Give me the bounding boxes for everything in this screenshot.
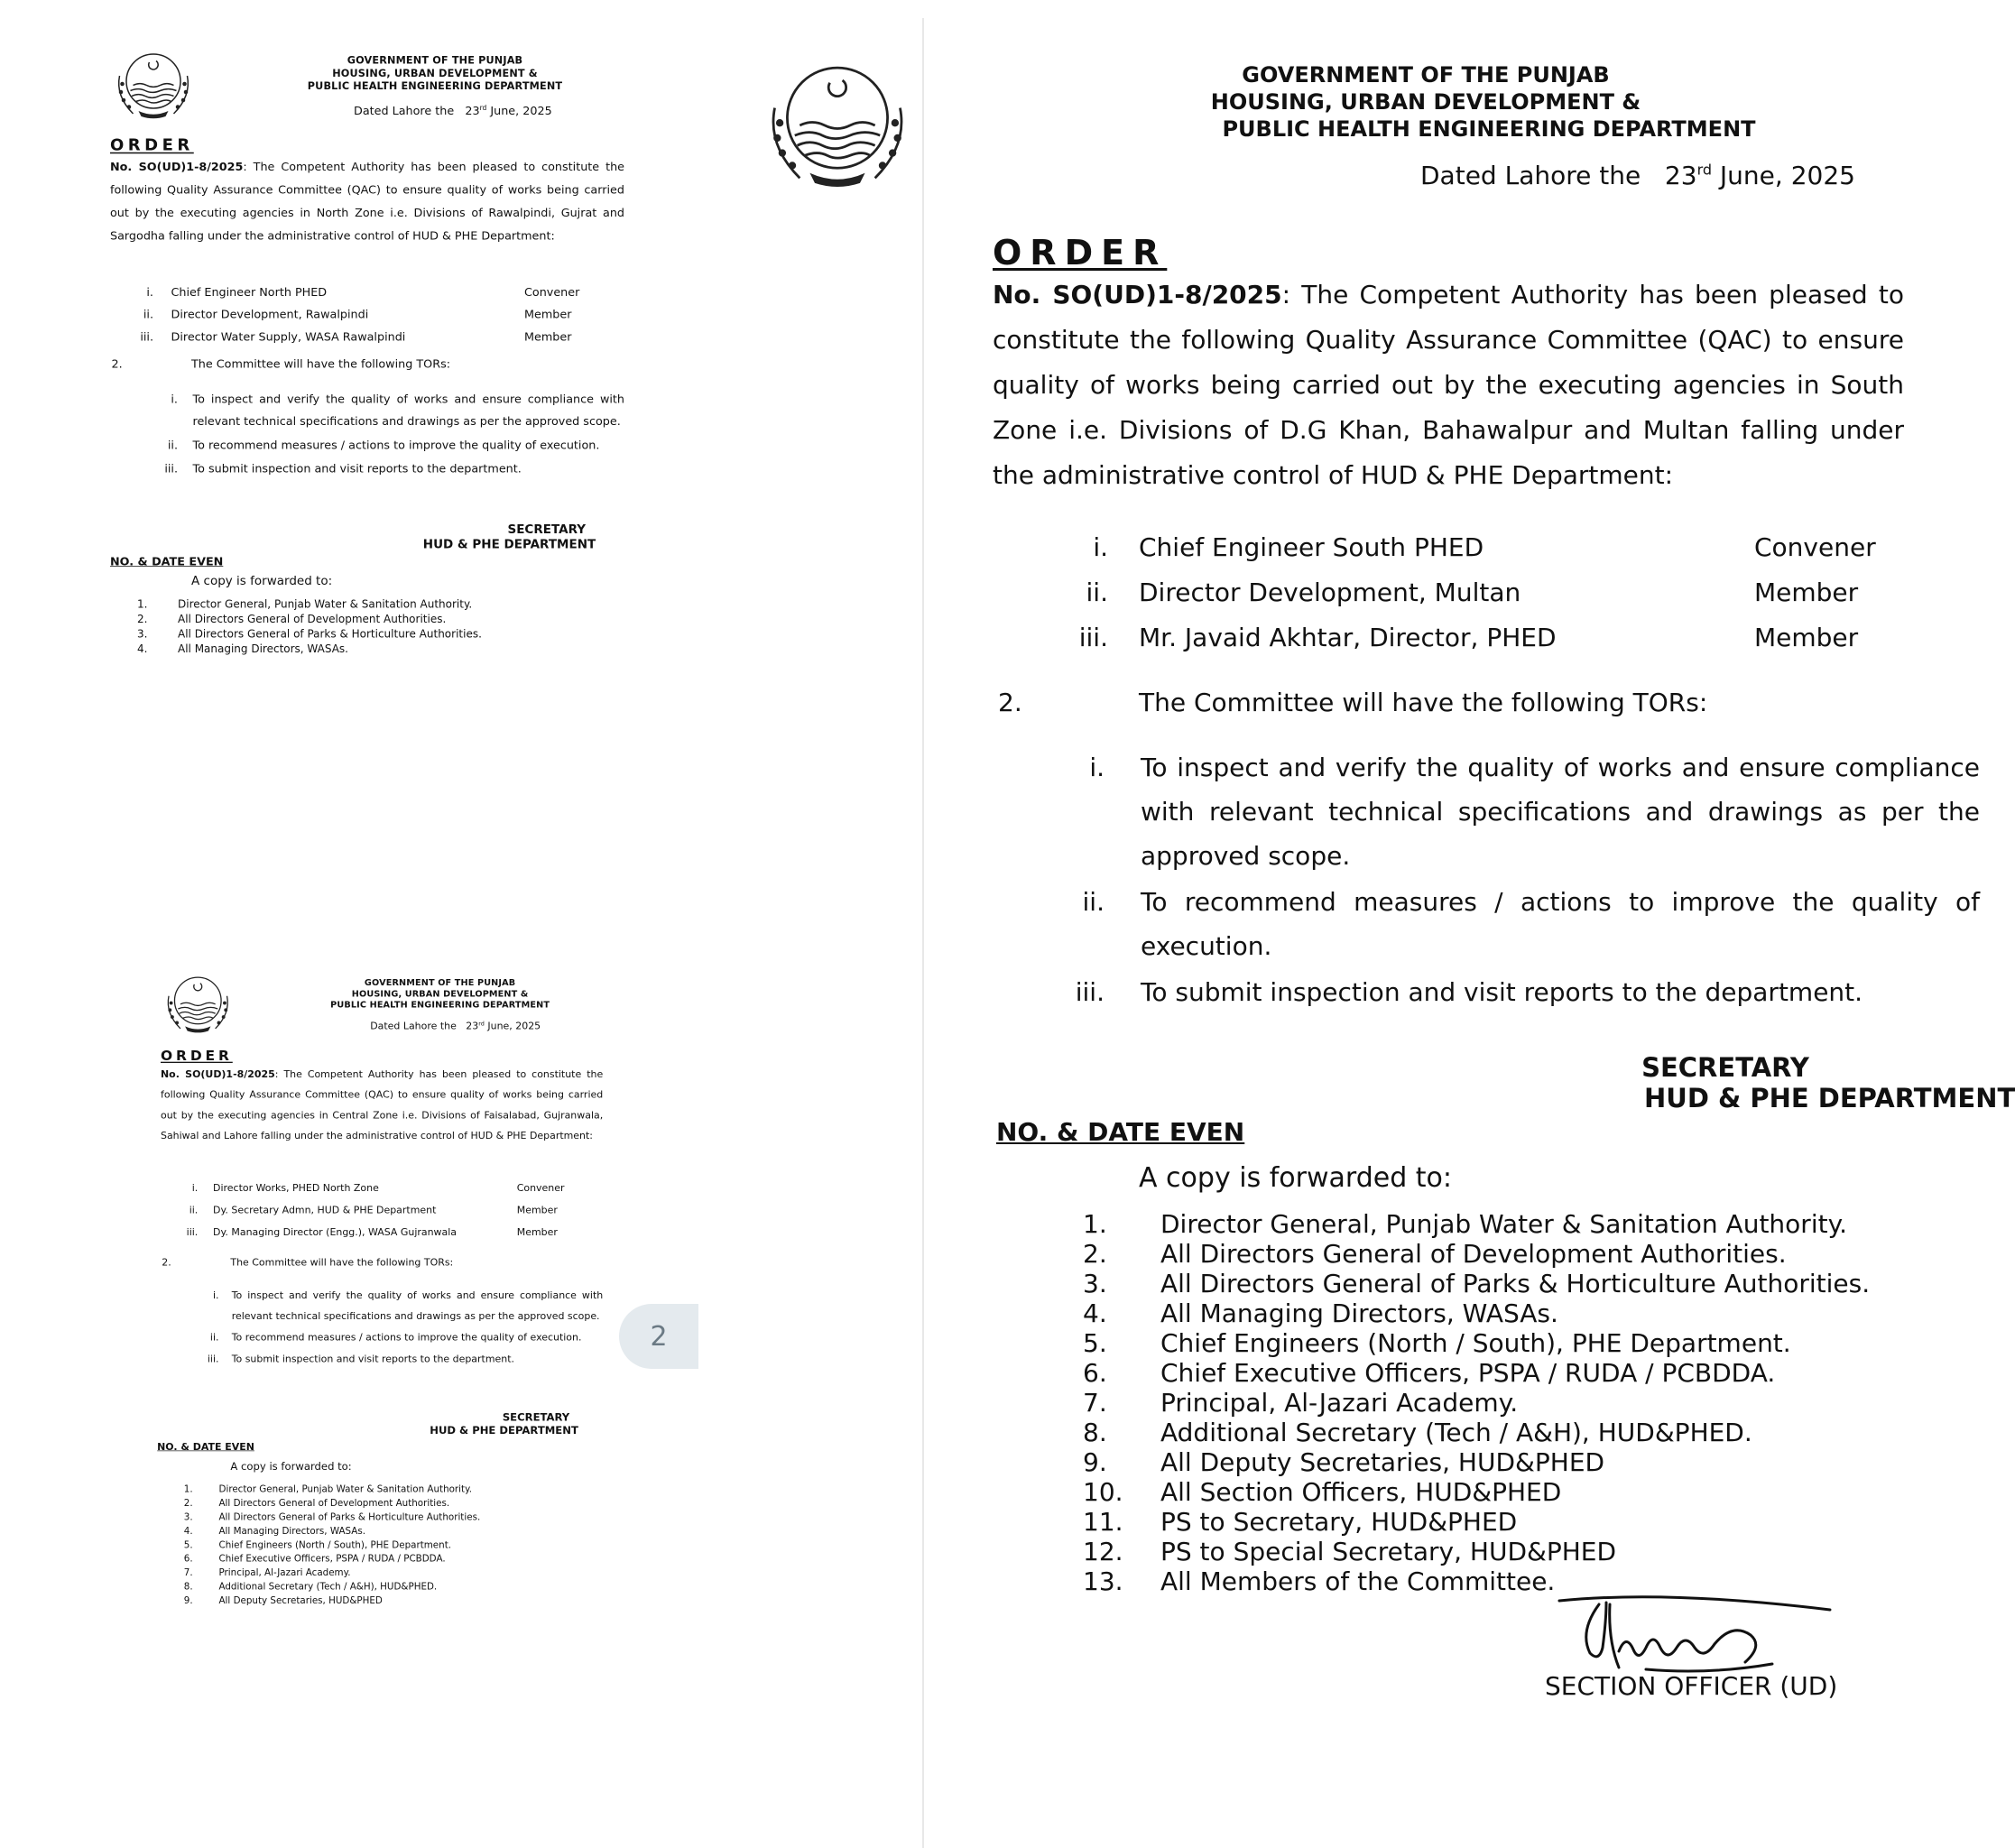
terms-of-reference xyxy=(151,389,624,483)
secretary-block: SECRETARY HUD & PHE DEPARTMENT xyxy=(1641,1052,2015,1113)
copy-list-item: 3. All Directors General of Parks & Horticulture Authorities. xyxy=(137,627,482,641)
copy-list-item: 12. PS to Special Secretary, HUD&PHED xyxy=(1083,1537,1617,1566)
tor-item: iii. To submit inspection and visit reports to the department. xyxy=(164,462,522,476)
copy-forwarded-label: A copy is forwarded to: xyxy=(1139,1162,1453,1194)
copy-list-item: 10. All Section Officers, HUD&PHED xyxy=(1083,1477,1562,1507)
copy-list-item: 6. Chief Executive Officers, PSPA / RUDA / PCBDDA. xyxy=(1083,1358,1776,1388)
tor-item: i. To inspect and verify the quality of works and ensure compliance with relevant technical specifications and drawings as per the approved scope. xyxy=(1089,753,1980,871)
copy-list-item: 2. All Directors General of Development Authorities. xyxy=(183,1497,450,1509)
tor-item: ii. To recommend measures / actions to improve the quality of execution. xyxy=(209,1331,582,1344)
no-date-even: NO. & DATE EVEN xyxy=(157,1441,254,1454)
copy-list-item: 3. All Directors General of Parks & Horticulture Authorities. xyxy=(1083,1269,1871,1298)
page-indicator[interactable] xyxy=(619,1304,698,1369)
copy-list-item: 5. Chief Engineers (North / South), PHE Department. xyxy=(1083,1328,1791,1358)
copy-list xyxy=(1083,1209,1871,1596)
department-header: GOVERNMENT OF THE PUNJAB HOUSING, URBAN DEVELOPMENT & PUBLIC HEALTH ENGINEERING DEPARTMENT xyxy=(330,977,550,1011)
terms-of-reference xyxy=(196,1286,603,1371)
copy-list-item: 2. All Directors General of Development Authorities. xyxy=(137,612,447,625)
copy-list-item: 7. Principal, Al-Jazari Academy. xyxy=(183,1566,351,1578)
order-title: ORDER xyxy=(993,233,1168,273)
no-date-even: NO. & DATE EVEN xyxy=(996,1117,1245,1147)
committee-members xyxy=(172,1182,591,1249)
page-number: 2 xyxy=(650,1320,668,1353)
copy-list-item: 2. All Directors General of Development Authorities. xyxy=(1083,1239,1787,1269)
copy-list-item: 9. All Deputy Secretaries, HUD&PHED xyxy=(1083,1447,1605,1477)
copy-list-item: 3. All Directors General of Parks & Horticulture Authorities. xyxy=(183,1511,481,1522)
order-paragraph: No. SO(UD)1-8/2025: The Competent Authority has been pleased to constitute the following Quality Assurance Committee (QAC) to ensure quality of works being carried out by the executing agencies in South Zone i.e. Divisions of D.G Khan, Bahawalpur and Multan falling under the administrative control of HUD & PHE Department: xyxy=(993,280,1904,490)
copy-list-item: 5. Chief Engineers (North / South), PHE Department. xyxy=(183,1538,452,1550)
copy-list xyxy=(137,597,624,657)
secretary-block: SECRETARY HUD & PHE DEPARTMENT xyxy=(430,1411,578,1437)
section-officer-label: SECTION OFFICER (UD) xyxy=(1545,1671,1838,1701)
order-date: Dated Lahore the 23rd June, 2025 xyxy=(1420,161,1855,190)
copy-list-item: 1. Director General, Punjab Water & Sanitation Authority. xyxy=(1083,1209,1848,1239)
member-row: i. Chief Engineer South PHED Convener xyxy=(1093,532,1876,562)
copy-list-item: 1. Director General, Punjab Water & Sanitation Authority. xyxy=(183,1483,473,1494)
tor-item: ii. To recommend measures / actions to improve the quality of execution. xyxy=(167,439,600,452)
copy-list-item: 9. All Deputy Secretaries, HUD&PHED xyxy=(183,1594,383,1606)
copy-list-item: 4. All Managing Directors, WASAs. xyxy=(183,1525,366,1537)
copy-list-item: 4. All Managing Directors, WASAs. xyxy=(137,642,348,655)
copy-list-item: 13. All Members of the Committee. xyxy=(1083,1566,1556,1596)
order-page-south xyxy=(924,0,2015,1848)
member-row: ii. Director Development, Rawalpindi Member xyxy=(143,308,572,322)
copy-forwarded-label: A copy is forwarded to: xyxy=(191,574,333,588)
tor-item: ii. To recommend measures / actions to improve the quality of execution. xyxy=(1082,887,1980,961)
member-row: iii. Director Water Supply, WASA Rawalpindi Member xyxy=(140,330,572,344)
department-header: GOVERNMENT OF THE PUNJAB HOUSING, URBAN DEVELOPMENT & PUBLIC HEALTH ENGINEERING DEPARTMENT xyxy=(1210,62,1756,142)
tor-item: iii. To submit inspection and visit reports to the department. xyxy=(207,1353,514,1365)
tor-item: iii. To submit inspection and visit reports to the department. xyxy=(1075,977,1863,1007)
order-title: ORDER xyxy=(161,1047,233,1064)
order-date: Dated Lahore the 23rd June, 2025 xyxy=(370,1020,541,1032)
member-row: i. Director Works, PHED North Zone Convener xyxy=(191,1182,565,1195)
copy-forwarded-label: A copy is forwarded to: xyxy=(230,1460,352,1474)
order-paragraph: No. SO(UD)1-8/2025: The Competent Authority has been pleased to constitute the following Quality Assurance Committee (QAC) to ensure quality of works being carried out by the executing agencies in North Zone i.e. Divisions of Rawalpindi, Gujrat and Sargodha falling under the administrative control of HUD & PHE Department: xyxy=(110,160,624,244)
copy-list-item: 4. All Managing Directors, WASAs. xyxy=(1083,1298,1558,1328)
copy-list-item: 11. PS to Secretary, HUD&PHED xyxy=(1083,1507,1518,1537)
copy-list-item: 6. Chief Executive Officers, PSPA / RUDA / PCBDDA. xyxy=(183,1553,446,1565)
punjab-government-logo xyxy=(161,973,236,1036)
member-row: ii. Dy. Secretary Admn, HUD & PHE Department Member xyxy=(189,1204,558,1216)
section-2-heading: 2. The Committee will have the following TORs: xyxy=(998,688,1708,717)
copy-list-item: 8. Additional Secretary (Tech / A&H), HUD&PHED. xyxy=(183,1581,438,1593)
copy-list xyxy=(184,1483,603,1609)
tor-item: i. To inspect and verify the quality of works and ensure compliance with relevant technical specifications and drawings as per the approved scope. xyxy=(212,1289,604,1322)
secretary-block: SECRETARY HUD & PHE DEPARTMENT xyxy=(422,522,596,552)
order-page-north: GOVERNMENT OF THE PUNJAB HOUSING, URBAN DEVELOPMENT & PUBLIC HEALTH ENGINEERING DEPARTMENT Dated Lahore the 23rd June, 2025 ORDER No. SO(UD)1-8/2025: The Competent Authority has been pleased to constitute the following Quality Assurance Committee (QAC) to ensure quality of works being carried out by the executing agencies in North Zone i.e. Divisions of Rawalpindi, Gujrat and Sargodha falling under the administrative control of HUD & PHE Department: i. Chief Engineer North PHED Convener ii. Director Development, Rawalpindi Member iii. Director Water Supply, WASA Rawalpindi Member 2. The Committee will have the following TORs: i. To inspect and verify the quality of works and ensure compliance with relevant technical specifications and drawings as per the approved scope. ii. To recommend measures / actions to improve the quality of execution. iii. To submit inspection and visit reports to the department. SECRETARY HUD & PHE DEPARTMENT NO. & DATE EVEN A copy is forwarded to: 1. Director General, Punjab Water & Sanitation Authority. 2. All Directors General of Development Authorities. 3. All Directors General of Parks & Horticulture Authorities. 4. All Managing Directors, WASAs. xyxy=(0,0,924,943)
tor-item: i. To inspect and verify the quality of works and ensure compliance with relevant technical specifications and drawings as per the approved scope. xyxy=(171,393,624,429)
page-divider xyxy=(922,18,924,1848)
copy-list-item: 1. Director General, Punjab Water & Sanitation Authority. xyxy=(137,597,473,611)
order-title: ORDER xyxy=(110,135,194,154)
committee-members xyxy=(993,532,1877,668)
punjab-government-logo xyxy=(110,49,197,122)
order-date: Dated Lahore the 23rd June, 2025 xyxy=(354,104,552,118)
punjab-government-logo xyxy=(756,58,919,193)
member-row: iii. Mr. Javaid Akhtar, Director, PHED Member xyxy=(1078,623,1859,652)
copy-list-item: 8. Additional Secretary (Tech / A&H), HUD&PHED. xyxy=(1083,1418,1752,1447)
member-row: iii. Dy. Managing Director (Engg.), WASA Gujranwala Member xyxy=(186,1226,558,1239)
order-page-central: GOVERNMENT OF THE PUNJAB HOUSING, URBAN DEVELOPMENT & PUBLIC HEALTH ENGINEERING DEPARTMENT Dated Lahore the 23rd June, 2025 ORDER No. SO(UD)1-8/2025: The Competent Authority has been pleased to constitute the following Quality Assurance Committee (QAC) to ensure quality of works being carried out by the executing agencies in Central Zone i.e. Divisions of Faisalabad, Gujranwala, Sahiwal and Lahore falling under the administrative control of HUD & PHE Department: i. Director Works, PHED North Zone Convener ii. Dy. Secretary Admn, HUD & PHE Department Member iii. Dy. Managing Director (Engg.), WASA Gujranwala Member 2. The Committee will have the following TORs: i. To inspect and verify the quality of works and ensure compliance with relevant technical specifications and drawings as per the approved scope. ii. To recommend measures / actions to improve the quality of execution. iii. To submit inspection and visit reports to the department. SECRETARY HUD & PHE DEPARTMENT NO. & DATE EVEN A copy is forwarded to: 1. Director General, Punjab Water & Sanitation Authority. 2. All Directors General of Development Authorities. 3. All Directors General of Parks & Horticulture Authorities. 4. All Managing Directors, WASAs. 5. Chief Engineers (North / South), PHE Department. 6. Chief Executive Officers, PSPA / RUDA / PCBDDA. 7. Principal, Al-Jazari Academy. 8. Additional Secretary (Tech / A&H), HUD&PHED. 9. All Deputy Secretaries, HUD&PHED 2 xyxy=(0,943,924,1848)
committee-members xyxy=(124,286,611,353)
member-row: i. Chief Engineer North PHED Convener xyxy=(146,285,580,300)
order-paragraph: No. SO(UD)1-8/2025: The Competent Authority has been pleased to constitute the following Quality Assurance Committee (QAC) to ensure quality of works being carried out by the executing agencies in Central Zone i.e. Divisions of Faisalabad, Gujranwala, Sahiwal and Lahore falling under the administrative control of HUD & PHE Department: xyxy=(161,1068,604,1142)
terms-of-reference xyxy=(1068,745,1980,1016)
member-row: ii. Director Development, Multan Member xyxy=(1086,578,1859,607)
copy-list-item: 7. Principal, Al-Jazari Academy. xyxy=(1083,1388,1519,1418)
department-header: GOVERNMENT OF THE PUNJAB HOUSING, URBAN DEVELOPMENT & PUBLIC HEALTH ENGINEERING DEPARTMENT xyxy=(307,54,563,92)
no-date-even: NO. & DATE EVEN xyxy=(110,555,224,568)
